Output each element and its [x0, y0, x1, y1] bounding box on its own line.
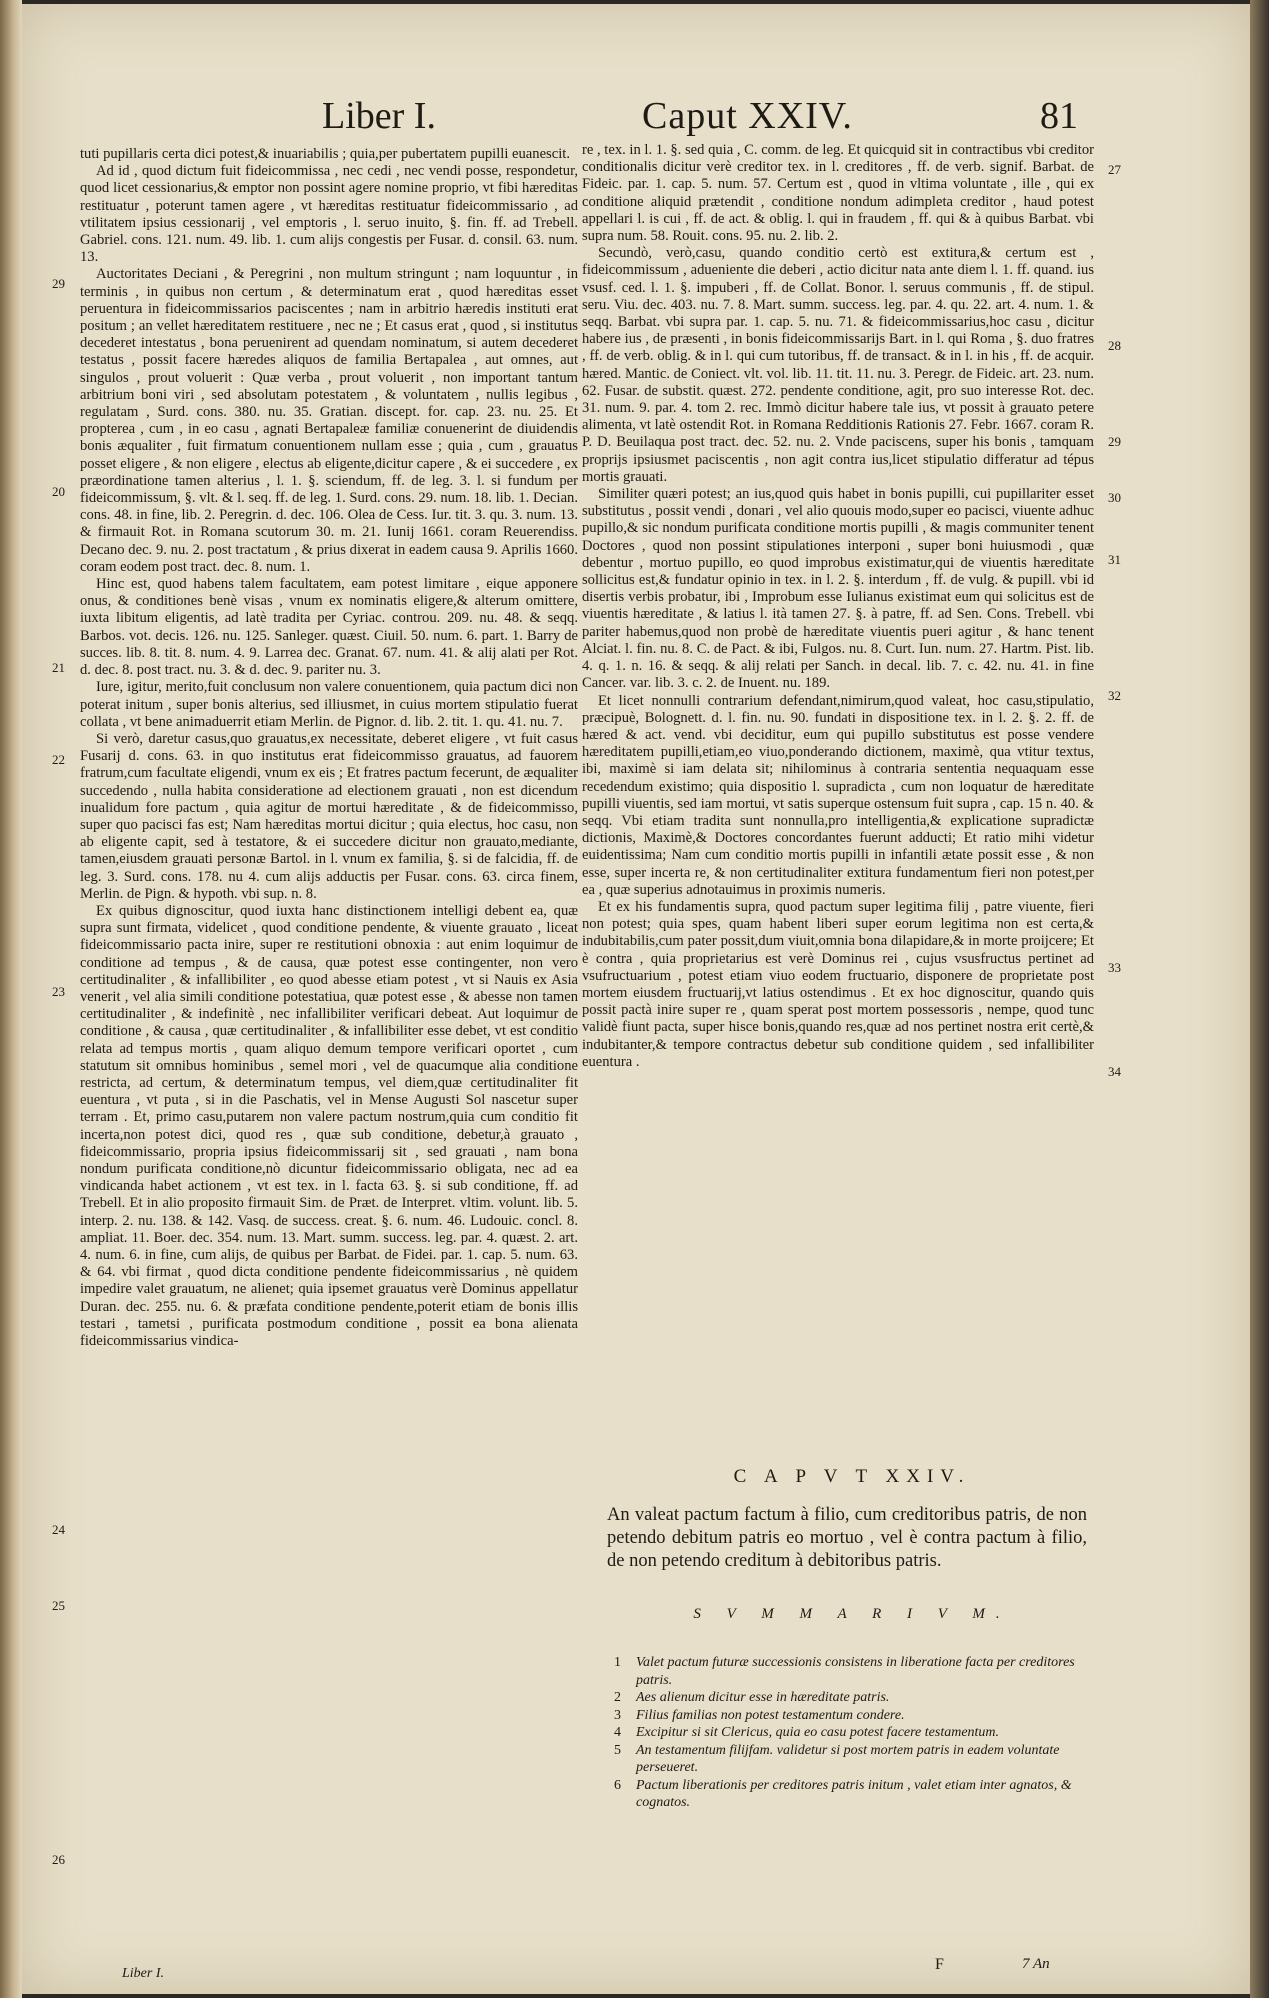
margin-number: 29 — [1108, 434, 1121, 449]
catchword-left: Liber I. — [122, 1966, 164, 1981]
summarium-item — [614, 1777, 1104, 1812]
margin-number: 21 — [52, 660, 65, 675]
paragraph: Si verò, daretur casus,quo grauatus,ex necessitate, deberet eligere , vt fuit casus Fusarij d. cons. 63. in quo institutus erat fideicommisso grauatus, ad fauorem fratrum,cum facultate eligendi, vnum ex eis ; Et fratres pactum fecerunt, de æqualiter succedendo , nulla habita consideratione ad electionem grauati , non est dicendum inualidum fore pactum , quia agitur de mortui hæreditate , & de fideicommisso, super quo pacisci fas est; Nam hæreditas mortui dicitur ; quia electus, hoc casu, non ab eligente capit, sed à testatore, & ei succedere dicitur non grauato,mediante, tamen,eiusdem grauati personæ Bartol. in l. vnum ex familia, §. si de falcidia, ff. de leg. 3. Surd. cons. 178. nu 4. cum alijs adductis per Fusar. cons. 63. circa finem, Merlin. de Pign. & hypoth. vbi sup. n. 8. — [80, 730, 578, 902]
paragraph: Ex quibus dignoscitur, quod iuxta hanc distinctionem intelligi debent ea, quæ supra sunt firmata, videlicet , quod conditione pendente, & viuente grauato , liceat fideicommissario pacta inire, super re restitutioni obnoxia : aut enim loquimur de conditione ad tempus , & de causa, quæ potest esse contingenter, non vero certitudinaliter , & infallibiliter , eo quod abesse etiam potest , vt si Nauis ex Asia venerit , vel alia simili conditione potestatiua, quæ potest esse , & abesse non tamen certitudinaliter , & indefinitè , nec infallibiliter verificari debeat. Aut loquimur de conditione , & causa , quæ certitudinaliter , & infallibiliter esse debet, vt est conditio relata ad tempus mortis , quam aliquo demum tempore verificari oportet , cum statutum sit omnibus hominibus , semel mori , vel de quacumque alia conditione restricta, ad certum, & determinatum tempus, vel diem,quæ certitudinaliter fit euentura , vt puta , si in die Paschatis, vel in Mense Augusti Sol nascetur super terram . Et, primo casu,putarem non valere pactum nostrum,quia cum conditio fit incerta,non potest dici, quod res , quæ sub conditione, debetur,à grauato , fideicommissario, propria ipsius fideicommissarij sit , sed grauati , nam bona nondum purificata conditione,nò dicuntur fideicommissario obligata, nec ad ea vindicanda habet actionem , vt est tex. in l. facta 63. §. si sub conditione, ff. ad Trebell. Et in alio proposito firmauit Sim. de Præt. de Interpret. vltim. volunt. lib. 5. interp. 2. nu. 138. & 142. Vasq. de success. creat. §. 6. num. 46. Ludouic. concl. 8. ampliat. 11. Boer. dec. 354. num. 13. Mart. summ. success. leg. par. 4. quæst. 2. art. 4. num. 6. in fine, cum alijs, de quibus per Barbat. de Fidei. par. 1. cap. 5. num. 63. & 64. vbi firmat , quod dicta conditione pendente fideicommissarius , nè quidem impedire valet grauatum, ne alienet; quia ipsemet grauatus verè Dominus appellatur Duran. dec. 255. nu. 6. & præfata conditione pendente,poterit etiam de bonis illis testari , tametsi , purificata postmodum conditione , possit ea bona alienata fideicommissarius vindica- — [80, 902, 578, 1350]
summarium-text: Pactum liberationis per creditores patris initum , valet etiam inter agnatos, & cognatos. — [636, 1777, 1072, 1810]
paragraph: Similiter quæri potest; an ius,quod quis habet in bonis pupilli, cui pupillariter esset substitutus , possit vendi , donari , vel alio quouis modo,super eo pacisci, viuente adhuc pupillo,& sic nondum purificata conditione mortis pupilli , & magis communiter tenent Doctores , quod non possint stipulationes interponi , super boni huiusmodi , quæ debentur , mortuo pupillo, eo quod improbus existimatur,qui de viuentis hæreditate sollicitus est,& fundatur opinio in tex. in l. 2. §. interdum , ff. de vulg. & pupill. vbi id disertis verbis probatur, ibi , Improbum esse Iulianus existimat eum qui solicitus est de viuentis hæreditate , & latius l. ità tamen 27. §. à patre, ff. ad Sen. Cons. Trebell. vbi pariter habemus,quod non probè de hæreditate viuentis pueri agitur , & hanc tenent Alciat. l. fin. nu. 8. C. de Pact. & ibi, Fulgos. nu. 8. Curt. Iun. num. 27. Hartm. Pist. lib. 4. q. 1. n. 16. & seqq. & alij relati per Sanch. in decal. lib. 7. c. 42. nu. 41. in fine Cancer. var. lib. 3. c. 2. de Inuent. nu. 189. — [582, 486, 1094, 692]
signature-mark: F — [935, 1956, 944, 1973]
summarium-list — [614, 1654, 1104, 1812]
summarium-text: Aes alienum dicitur esse in hæreditate patris. — [636, 1690, 890, 1705]
paragraph: Secundò, verò,casu, quando conditio certò est extitura,& certum est , fideicommissum , adueniente die deberi , actio dicitur nata ante diem l. 1. ff. quand. ius vsusf. ced. l. 1. §. impuberi , ff. de Collat. Bonor. l. seruus communis , ff. de stipul. seru. Viu. dec. 403. nu. 7. 8. Mart. summ. success. leg. par. 4. qu. 22. art. 4. num. 1. & seqq. Barbat. vbi supra par. 1. cap. 5. nu. 71. & fideicommissarius,hoc casu , dicitur habere ius , de præsenti , in bonis fideicommissarijs Bart. in l. qui Roma , §. duo fratres , ff. de verb. oblig. & in l. qui cum tutoribus, ff. de transact. & in l. in his , ff. de acquir. hæred. Mantic. de Coniect. vlt. vol. lib. 11. tit. 11. nu. 3. Peregr. de Fideic. art. 23. num. 62. Fusar. de substit. quæst. 272. pendente conditione, agit, pro suo interesse Rot. dec. 31. num. 9. par. 4. tom 2. rec. Immò dicitur habere tale ius, vt possit à grauato petere alimenta, vt latè ostendit Rot. in Romana Redditionis Rationis 27. Febr. 1667. coram R. P. D. Beuilaqua post tract. dec. 52. nu. 2. Vnde paciscens, super his bonis , tamquam proprijs ipsiusmet paciscentis , non agit contra ius,licet stipulatio differatur ad tépus mortis grauati. — [582, 245, 1094, 485]
summarium-item — [614, 1724, 1104, 1742]
paragraph: re , tex. in l. 1. §. sed quia , C. comm. de leg. Et quicquid sit in contractibus vbi creditor conditionalis dicitur verè creditor tex. in l. creditores , ff. de verb. signif. Barbat. de Fideic. par. 1. cap. 5. num. 57. Certum est , quod in vltima voluntate , ille , qui ex conditione aliquid prætendit , conditione nondum adimpleta creditor , haud potest appellari l. is cui , ff. de act. & oblig. l. qui in fraudem , ff. qui & à quibus Barbat. vbi supra num. 58. Rouit. cons. 95. nu. 2. lib. 2. — [582, 142, 1094, 245]
margin-number: 33 — [1108, 960, 1121, 975]
folio-number: 81 — [1040, 95, 1078, 137]
header-liber: Liber I. — [322, 95, 436, 137]
paragraph: Ad id , quod dictum fuit fideicommissa , nec cedi , nec vendi posse, respondetur, quod licet cessionarius,& emptor non possint agere nomine proprio, vt fibi hæreditas restituatur , poterunt tamen agere , vt hæreditas restituatur fideicommissario , ad vtilitatem ipsius cessionarij , vel emptoris , l. seruo inuito, §. fin. ff. ad Trebell. Gabriel. cons. 121. num. 49. lib. 1. cum alijs congestis per Fusar. d. consil. 63. num. 13. — [80, 163, 578, 266]
paragraph: Auctoritates Deciani , & Peregrini , non multum stringunt ; nam loquuntur , in terminis , in quibus non certum , & determinatum erat , quod hæreditas esset peruentura in fideicommissarios paciscentes ; nam in arbitrio hæredis instituti erat positum ; an vellet hæreditatem restituere , nec ne ; Et casus erat , quod , si institutus decederet intestatus , bona peruenirent ad quendam nominatum, si autem decederet testatus , possit facere hæredes aliquos de familia Bertapalea , aut omnes, aut singulos , prout voluerit : Quæ verba , prout voluerit , non important tantum arbitrium boni viri , sed absolutam potestatem , & voluntatem , nullis legibus , regulatam , Surd. cons. 380. nu. 35. Gratian. discept. for. cap. 23. nu. 25. Et propterea , cum , in eo casu , agnati Bertapaleæ familiæ conuenerint de diuidendis bonis æqualiter , fuit firmatum conuentionem nullam esse ; quia , cum , grauatus posset eligere , & non eligere , electus ab eligente,dicitur capere , & ei succedere , ex præordinatione tamen alterius , l. 1. §. sciendum, ff. de leg. 3. l. si fundum per fideicommissum, §. vlt. & l. seq. ff. de leg. 1. Surd. cons. 29. num. 18. lib. 1. Decian. cons. 48. in fine, lib. 2. Peregrin. d. dec. 106. Olea de Cess. Iur. tit. 3. qu. 3. num. 13. & firmauit Rot. in Romana scutorum 30. m. 21. Iunij 1661. coram Reuerendiss. Decano dec. 9. nu. 2. post tractatum , & prius dixerat in eadem causa 9. Aprilis 1660. coram eodem post tract. dec. 8. num. 1. — [80, 266, 578, 575]
margin-number: 25 — [52, 1598, 65, 1613]
margin-number: 23 — [52, 984, 65, 999]
summarium-text: Valet pactum futuræ successionis consistens in liberatione facta per creditores patris. — [636, 1655, 1075, 1688]
summarium-text: Filius familias non potest testamentum condere. — [636, 1707, 905, 1723]
summarium-heading: S V M M A R I V M. — [693, 1606, 1011, 1622]
summarium-number: 3 — [614, 1707, 621, 1723]
paragraph: Et licet nonnulli contrarium defendant,nimirum,quod valeat, hoc casu,stipulatio, præcipuè, Bolognett. d. l. fin. nu. 90. fundati in dispositione tex. in l. 2. §. 2. ff. de hæred & act. vend. vbi deciditur, eum qui pupillo substitutus est posse vendere hæreditatem pupilli,etiam,eo viuo,ponderando dictionem, maximè, qua vtitur textus, ibi, maximè si iam delata sit; nihilominus à contraria sententia nequaquam esse recedendum existimo; quia dispositio l. supradicta , cum non loquatur de hæreditate pupilli viuentis, sed iam mortui, vt satis superque ostensum fuit supra , cap. 15 n. 40. & seqq. Vbi etiam tradita sunt nonnulla,pro intelligentia,& explicatione supradictæ dictionis, Maximè,& Doctores concordantes fuerunt adducti; Et ratio mihi videtur euidentissima; Nam cum conditio mortis pupilli in infantili ætate possit esse , & non esse, super incerta re, & non certitudinaliter extitura fundamentum fieri non potest,per ea , quæ superius adnotauimus in proximis numeris. — [582, 692, 1094, 898]
margin-number: 34 — [1108, 1064, 1121, 1079]
margin-number: 27 — [1108, 162, 1121, 177]
right-column — [582, 142, 1094, 1071]
left-column — [80, 146, 578, 1350]
chapter-title: An valeat pactum factum à filio, cum creditoribus patris, de non petendo debitum patris eo mortuo , vel è contra pactum à filio, de non petendo creditum à debitoribus patris. — [607, 1505, 1087, 1571]
summarium-number: 4 — [614, 1725, 621, 1740]
header-caput: Caput XXIV. — [642, 95, 853, 137]
summarium-number: 6 — [614, 1777, 621, 1793]
margin-number: 28 — [1108, 338, 1121, 353]
summarium-item — [614, 1707, 1104, 1725]
summarium-number: 1 — [614, 1655, 621, 1670]
paragraph: Iure, igitur, merito,fuit conclusum non valere conuentionem, quia pactum dici non poterat initum , super bonis alterius, sed illiusmet, in cuius mortem stipulatio fuerat collata , vt bene animaduerrit etiam Merlin. de Pignor. d. lib. 2. tit. 1. qu. 41. nu. 7. — [80, 679, 578, 730]
margin-number: 26 — [52, 1852, 65, 1867]
running-header — [22, 94, 1250, 140]
margin-number: 30 — [1108, 490, 1121, 505]
page-edge-shadow — [1250, 0, 1269, 1998]
paragraph: tuti pupillaris certa dici potest,& inuariabilis ; quia,per pubertatem pupilli euanescit. — [80, 146, 570, 162]
summarium-item — [614, 1689, 1104, 1707]
summarium-number: 2 — [614, 1690, 621, 1705]
summarium-text: An testamentum filijfam. validetur si post mortem patris in eadem voluntate perseueret. — [636, 1742, 1060, 1775]
summarium-number: 5 — [614, 1742, 621, 1758]
book-gutter — [0, 0, 22, 1998]
chapter-heading: C A P V T XXIV. — [733, 1466, 971, 1487]
margin-number: 31 — [1108, 552, 1121, 567]
book-page — [22, 4, 1250, 1994]
margin-number: 29 — [52, 276, 65, 291]
margin-number: 20 — [52, 484, 65, 499]
summarium-item — [614, 1742, 1104, 1777]
catchword-right: 7 An — [1022, 1956, 1050, 1972]
summarium-text: Excipitur si sit Clericus, quia eo casu potest facere testamentum. — [636, 1725, 1000, 1740]
margin-number: 22 — [52, 752, 65, 767]
summarium-item — [614, 1654, 1104, 1689]
margin-number: 24 — [52, 1522, 65, 1537]
margin-number: 32 — [1108, 688, 1121, 703]
paragraph: Hinc est, quod habens talem facultatem, eam potest limitare , eique apponere onus, & conditiones benè visas , vnum ex nominatis eligere,& alterum omittere, iuxta libitum eligentis, ad latè tradita per Cyriac. controu. 209. nu. 48. & seqq. Barbos. vot. decis. 126. nu. 125. Sanleger. quæst. Ciuil. 50. num. 6. part. 1. Barry de succes. lib. 8. tit. 8. num. 4. 9. Larrea dec. Granat. 67. num. 41. & alij alati per Rot. d. dec. 8. post tract. nu. 3. & d. dec. 9. pariter nu. 3. — [80, 576, 578, 679]
paragraph: Et ex his fundamentis supra, quod pactum super legitima filij , patre viuente, fieri non potest; quia spes, quam habent liberi super eorum legitima non est certa,& indubitabilis,cum pater possit,dum viuit,omnia bona dilapidare,& in morte proijcere; Et è contra , quia proprietarius est verè Dominus rei , cujus vsusfructus pertinet ad vsufructuarium , potest etiam viuo eodem fructuario, disponere de proprietate post mortem eiusdem fructuarij,vt latius ostendimus . Et ex hoc dignoscitur, quando quis possit pactà inire super re , quam sperat post mortem possessoris , nempe, quod tunc validè fiunt pacta, super hisce bonis,quando res,quæ ad nos pertinet nostra erit certè,& indubitanter,& tempore contractus debetur sub conditione quidem , sed infallibiliter euentura . — [582, 898, 1094, 1070]
